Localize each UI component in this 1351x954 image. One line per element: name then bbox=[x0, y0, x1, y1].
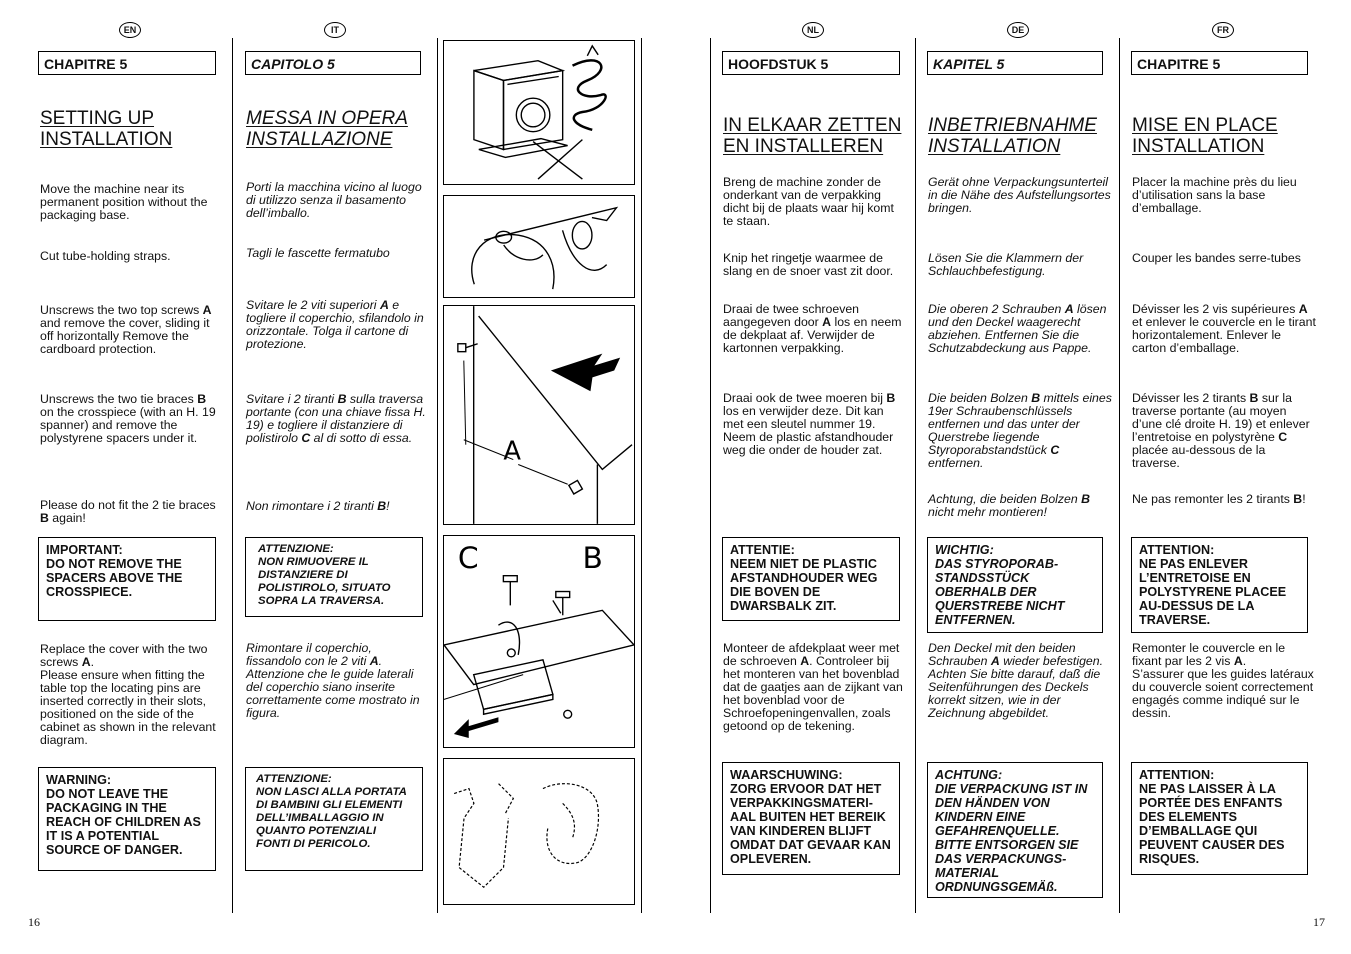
column-divider bbox=[437, 38, 438, 913]
instruction-paragraph: Knip het ringetje waarmee de slang en de snoer vast zit door. bbox=[723, 251, 894, 278]
column-divider bbox=[1119, 38, 1120, 913]
instruction-paragraph: Tagli le fascette fermatubo bbox=[246, 246, 390, 260]
instruction-paragraph: Unscrews the two top screws A and remove the cover, sliding it off horizontally Remove the cardboard protection. bbox=[40, 303, 212, 356]
important-box: ATTENTIE: NEEM NIET DE PLASTIC AFSTANDHOUDER WEG DIE BOVEN DE DWARSBALK ZIT. bbox=[722, 537, 900, 621]
instruction-paragraph: Placer la machine près du lieu d’utilisation sans la base d’emballage. bbox=[1132, 175, 1297, 215]
lang-badge-fr: FR bbox=[1212, 22, 1234, 38]
washing-machine-illustration bbox=[444, 41, 634, 184]
important-box: ATTENZIONE: NON RIMUOVERE IL DISTANZIERE DI POLISTIROLO, SITUATO SOPRA LA TRAVERSA. bbox=[245, 537, 423, 617]
warning-box: ATTENTION: NE PAS LAISSER À LA PORTÉE DES ENFANTS DES ELEMENTS D’EMBALLAGE QUI PEUVENT CAUSER DES RISQUES. bbox=[1131, 762, 1308, 875]
warning-box: WARNING: DO NOT LEAVE THE PACKAGING IN THE REACH OF CHILDREN AS IT IS A POTENTIAL SOURCE OF DANGER. bbox=[38, 767, 216, 871]
instruction-paragraph: Move the machine near its permanent position without the packaging base. bbox=[40, 182, 208, 222]
instruction-paragraph: Couper les bandes serre-tubes bbox=[1132, 251, 1301, 265]
figure-cut-straps bbox=[443, 195, 635, 298]
page-number: 17 bbox=[1313, 915, 1325, 929]
instruction-paragraph: Svitare i 2 tiranti B sulla traversa portante (con una chiave fissa H. 19) e togliere il distanziere di polistirolo C al di sotto di essa. bbox=[246, 392, 426, 445]
instruction-paragraph: Draai de twee schroeven aangegeven door A los en neem de dekplaat af. Verwijder de kartonnen verpakking. bbox=[723, 302, 902, 355]
instruction-paragraph: Achtung, die beiden Bolzen B nicht mehr montieren! bbox=[928, 492, 1091, 519]
figure-remove-top-screws bbox=[443, 305, 635, 525]
instruction-paragraph: Den Deckel mit den beiden Schrauben A wieder befestigen. Achten Sie bitte darauf, daß die Seitenführungen des Deckels korrekt sitzen, wie in der Zeichnung abgebildet. bbox=[928, 641, 1104, 720]
instruction-paragraph: Dévisser les 2 vis supérieures A et enlever le couvercle en le tirant horizontalement. Enlever le carton d’emballage. bbox=[1132, 302, 1316, 355]
instruction-paragraph: Please do not fit the 2 tie braces B again! bbox=[40, 498, 216, 525]
instruction-paragraph: Gerät ohne Verpackungsunterteil in die Nähe des Aufstellungsortes bringen. bbox=[928, 175, 1111, 215]
lang-badge-en: EN bbox=[119, 22, 141, 38]
instruction-paragraph: Cut tube-holding straps. bbox=[40, 249, 171, 263]
instruction-paragraph: Dévisser les 2 tirants B sur la traverse portante (au moyen d’une clé droite H. 19) et enlever l’entretoise en polystyrène C placée au-dessous de la traverse. bbox=[1132, 391, 1310, 470]
section-title: IN ELKAAR ZETTEN EN INSTALLEREN bbox=[723, 115, 902, 157]
section-title: MESSA IN OPERA INSTALLAZIONE bbox=[246, 108, 408, 150]
instruction-paragraph: Replace the cover with the two screws A. Please ensure when fitting the table top the locating pins are inserted correctly in their slots, positioned on the side of the cabinet as shown in the relevant diagram. bbox=[40, 642, 216, 747]
cover-guides-illustration bbox=[444, 759, 634, 904]
instruction-paragraph: Draai ook de twee moeren bij B los en verwijder deze. Dit kan met een sleutel nummer 19. Neem de plastic afstandhouder weg die onder de houder zat. bbox=[723, 391, 896, 457]
instruction-paragraph: Lösen Sie die Klammern der Schlauchbefestigung. bbox=[928, 251, 1084, 278]
tie-braces-spacer-illustration bbox=[444, 536, 634, 747]
label-c: C bbox=[457, 539, 479, 575]
instruction-paragraph: Non rimontare i 2 tiranti B! bbox=[246, 499, 390, 513]
instruction-paragraph: Remonter le couvercle en le fixant par les 2 vis A. S’assurer que les guides latéraux du couvercle soient correctement engagés comme indiqué sur le dessin. bbox=[1132, 641, 1314, 720]
section-title: INBETRIEBNAHME INSTALLATION bbox=[928, 115, 1097, 157]
section-title: SETTING UP INSTALLATION bbox=[40, 108, 173, 150]
chapter-heading: CHAPITRE 5 bbox=[38, 51, 216, 75]
page-number: 16 bbox=[28, 915, 40, 929]
label-a: A bbox=[503, 436, 521, 467]
important-box: ATTENTION: NE PAS ENLEVER L’ENTRETOISE EN POLYSTYRENE PLACEE AU-DESSUS DE LA TRAVERSE. bbox=[1131, 537, 1308, 633]
instruction-paragraph: Ne pas remonter les 2 tirants B! bbox=[1132, 492, 1306, 506]
instruction-paragraph: Die beiden Bolzen B mittels eines 19er Schraubenschlüssels entfernen und das unter der Querstrebe liegende Styroporabstandstück C entfernen. bbox=[928, 391, 1112, 470]
chapter-heading: CHAPITRE 5 bbox=[1131, 51, 1308, 75]
instruction-paragraph: Breng de machine zonder de onderkant van de verpakking dicht bij de plaats waar hij komt te staan. bbox=[723, 175, 894, 228]
instruction-paragraph: Die oberen 2 Schrauben A lösen und den Deckel waagerecht abziehen. Entfernen Sie die Schutzabdeckung aus Pappe. bbox=[928, 302, 1107, 355]
instruction-paragraph: Porti la macchina vicino al luogo di utilizzo senza il basamento dell’imballo. bbox=[246, 180, 422, 220]
lang-badge-nl: NL bbox=[802, 22, 824, 38]
column-divider bbox=[641, 38, 642, 913]
instruction-paragraph: Rimontare il coperchio, fissandolo con le 2 viti A. Attenzione che le guide laterali del coperchio siano inserite correttamente come mostrato in figura. bbox=[246, 641, 420, 720]
figure-remove-tie-braces bbox=[443, 535, 635, 748]
important-box: IMPORTANT: DO NOT REMOVE THE SPACERS ABOVE THE CROSSPIECE. bbox=[38, 537, 216, 621]
important-box: WICHTIG: DAS STYROPORAB-STANDSSTÜCK OBERHALB DER QUERSTREBE NICHT ENTFERNEN. bbox=[927, 537, 1103, 633]
lang-badge-de: DE bbox=[1007, 22, 1029, 38]
chapter-heading: HOOFDSTUK 5 bbox=[722, 51, 900, 75]
warning-box: ATTENZIONE: NON LASCI ALLA PORTATA DI BAMBINI GLI ELEMENTI DELL’IMBALLAGGIO IN QUANTO POTENZIALI FONTI DI PERICOLO. bbox=[245, 767, 423, 871]
cover-screws-illustration bbox=[444, 306, 634, 524]
column-divider bbox=[915, 38, 916, 913]
label-b: B bbox=[582, 539, 603, 575]
column-divider bbox=[232, 38, 233, 913]
column-divider bbox=[710, 38, 711, 913]
figure-machine-packaging-base bbox=[443, 40, 635, 185]
warning-box: WAARSCHUWING: ZORG ERVOOR DAT HET VERPAKKINGSMATERI-AAL BUITEN HET BEREIK VAN KINDEREN BLIJFT OMDAT DAT GEVAAR KAN OPLEVEREN. bbox=[722, 762, 900, 875]
instruction-paragraph: Svitare le 2 viti superiori A e togliere il coperchio, sfilandolo in orizzontale. Tolga il cartone di protezione. bbox=[246, 298, 424, 351]
lang-badge-it: IT bbox=[324, 22, 346, 38]
figure-cover-guides bbox=[443, 758, 635, 905]
chapter-heading: CAPITOLO 5 bbox=[245, 51, 421, 75]
scissors-cutting-straps-illustration bbox=[444, 196, 634, 297]
chapter-heading: KAPITEL 5 bbox=[927, 51, 1103, 75]
instruction-paragraph: Unscrews the two tie braces B on the crosspiece (with an H. 19 spanner) and remove the polystyrene spacers under it. bbox=[40, 392, 216, 445]
section-title: MISE EN PLACE INSTALLATION bbox=[1132, 115, 1278, 157]
warning-box: ACHTUNG: DIE VERPACKUNG IST IN DEN HÄNDEN VON KINDERN EINE GEFAHRENQUELLE. BITTE ENTSORGEN SIE DAS VERPACKUNGS-MATERIAL ORDNUNGSGEMÄß. bbox=[927, 762, 1103, 898]
instruction-paragraph: Monteer de afdekplaat weer met de schroeven A. Controleer bij het monteren van het bovenblad dat de gaatjes aan de zijkant van het bovenblad voor de Schroefopeningenvallen, zoals getoond op de tekening. bbox=[723, 641, 903, 733]
